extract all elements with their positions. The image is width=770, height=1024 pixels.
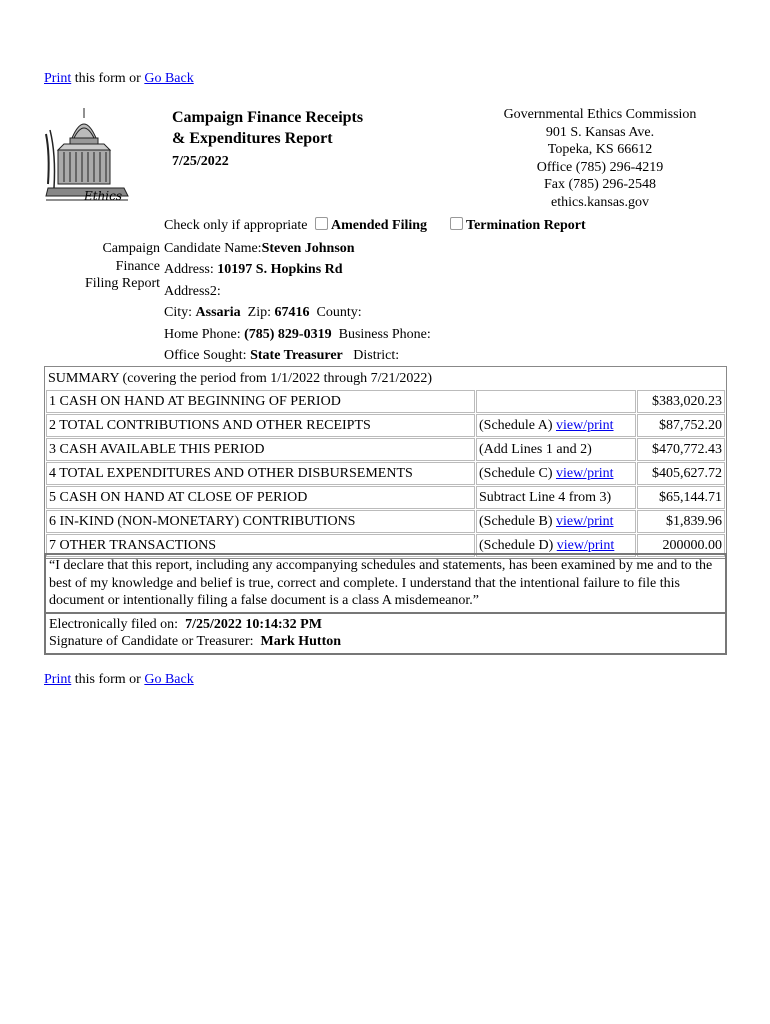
row-number: 2 bbox=[49, 417, 56, 433]
zip-value: 67416 bbox=[274, 305, 310, 321]
office-row bbox=[164, 345, 431, 366]
commission-street: 901 S. Kansas Ave. bbox=[545, 124, 655, 140]
row-amount: $405,627.72 bbox=[637, 462, 725, 485]
row-label: CASH ON HAND AT CLOSE OF PERIOD bbox=[59, 489, 308, 505]
office-label: Office Sought: bbox=[164, 348, 251, 364]
candidate-name-label: Candidate Name: bbox=[164, 241, 262, 256]
candidate-name-row bbox=[164, 238, 431, 259]
filing-info bbox=[46, 612, 725, 653]
filing-type-row bbox=[164, 217, 586, 234]
declaration-text: “I declare that this report, including any accompanying schedules and statements, has been examined by me and to the best of my knowledge and belief is true, correct and complete. I understand that the intentional failure to file this document or intentionally filing a false document is a class A misdemeanor.” bbox=[49, 558, 713, 608]
county-label: County: bbox=[316, 305, 362, 321]
city-value: Assaria bbox=[195, 305, 241, 321]
side-label-line-2: Finance bbox=[115, 258, 160, 274]
declaration-box bbox=[44, 553, 727, 655]
address-value: 10197 S. Hopkins Rd bbox=[217, 262, 343, 278]
title-line-2: & Expenditures Report bbox=[172, 130, 333, 147]
row-number: 1 bbox=[49, 393, 56, 409]
row-number: 4 bbox=[49, 465, 56, 481]
row-amount: $383,020.23 bbox=[637, 390, 725, 413]
filed-label: Electronically filed on: bbox=[49, 616, 186, 632]
row-label: TOTAL EXPENDITURES AND OTHER DISBURSEMENTS bbox=[59, 465, 413, 481]
row-label: OTHER TRANSACTIONS bbox=[59, 537, 216, 553]
row-schedule bbox=[476, 414, 636, 437]
row-number: 5 bbox=[49, 489, 56, 505]
view-print-link[interactable]: view/print bbox=[555, 513, 614, 529]
summary-row bbox=[46, 462, 725, 485]
summary-row bbox=[46, 486, 725, 509]
row-schedule bbox=[476, 462, 636, 485]
row-schedule bbox=[476, 390, 636, 413]
commission-city: Topeka, KS 66612 bbox=[547, 142, 653, 157]
row-label: CASH ON HAND AT BEGINNING OF PERIOD bbox=[59, 393, 341, 409]
commission-office-phone: Office (785) 296-4219 bbox=[536, 159, 664, 175]
row-amount: 200000.00 bbox=[637, 534, 725, 557]
view-print-link[interactable]: view/print bbox=[555, 465, 614, 481]
row-note: (Add Lines 1 and 2) bbox=[479, 441, 592, 457]
row-amount: $65,144.71 bbox=[637, 486, 725, 509]
go-back-link-bottom[interactable]: Go Back bbox=[144, 672, 194, 687]
address-row bbox=[164, 259, 431, 280]
row-number: 7 bbox=[49, 537, 56, 553]
address-label: Address: bbox=[164, 262, 218, 278]
amended-filing-checkbox[interactable] bbox=[315, 217, 328, 230]
row-note: (Schedule D) bbox=[479, 537, 557, 553]
print-link-bottom[interactable]: Print bbox=[44, 672, 72, 687]
check-prompt: Check only if appropriate bbox=[164, 218, 308, 233]
signature-label: Signature of Candidate or Treasurer: bbox=[49, 634, 261, 649]
city-label: City: bbox=[164, 305, 196, 321]
row-label: TOTAL CONTRIBUTIONS AND OTHER RECEIPTS bbox=[59, 417, 371, 433]
termination-report-label: Termination Report bbox=[466, 218, 586, 233]
filed-value: 7/25/2022 10:14:32 PM bbox=[185, 616, 322, 632]
report-date: 7/25/2022 bbox=[172, 154, 229, 169]
side-label-line-1: Campaign bbox=[102, 241, 160, 256]
amended-filing-label: Amended Filing bbox=[330, 218, 428, 233]
print-link[interactable]: Print bbox=[44, 71, 72, 86]
home-phone-label: Home Phone: bbox=[164, 326, 245, 342]
row-label: IN-KIND (NON-MONETARY) CONTRIBUTIONS bbox=[59, 513, 356, 529]
row-note: Subtract Line 4 from 3) bbox=[479, 489, 612, 505]
logo-text: Ethics bbox=[84, 189, 123, 203]
row-schedule bbox=[476, 438, 636, 461]
zip-label: Zip: bbox=[247, 305, 275, 321]
candidate-info bbox=[164, 238, 431, 366]
nav-text: this form or bbox=[71, 71, 145, 86]
report-title bbox=[172, 107, 363, 172]
address2-label: Address2: bbox=[164, 283, 221, 299]
view-print-link[interactable]: view/print bbox=[556, 537, 615, 553]
city-row bbox=[164, 302, 431, 323]
row-amount: $87,752.20 bbox=[637, 414, 725, 437]
row-number: 6 bbox=[49, 513, 56, 529]
summary-header-row bbox=[46, 368, 725, 389]
summary-row bbox=[46, 438, 725, 461]
row-note: (Schedule A) bbox=[479, 417, 556, 433]
home-phone-value: (785) 829-0319 bbox=[244, 326, 332, 342]
office-value: State Treasurer bbox=[250, 348, 343, 364]
commission-fax: Fax (785) 296-2548 bbox=[544, 177, 656, 192]
row-note: (Schedule B) bbox=[479, 513, 556, 529]
filing-side-label bbox=[85, 240, 160, 293]
commission-address bbox=[470, 106, 730, 211]
candidate-name: Steven Johnson bbox=[261, 241, 355, 256]
nav-text-bottom: this form or bbox=[71, 672, 145, 687]
capitol-ethics-logo bbox=[44, 104, 130, 204]
address2-row bbox=[164, 281, 431, 302]
row-label: CASH AVAILABLE THIS PERIOD bbox=[59, 441, 265, 457]
phone-row bbox=[164, 324, 431, 345]
row-number: 3 bbox=[49, 441, 56, 457]
bottom-nav bbox=[44, 672, 194, 688]
title-line-1: Campaign Finance Receipts bbox=[172, 109, 364, 126]
district-label: District: bbox=[353, 348, 400, 364]
commission-name: Governmental Ethics Commission bbox=[503, 107, 697, 122]
business-phone-label: Business Phone: bbox=[338, 326, 431, 342]
termination-report-checkbox[interactable] bbox=[450, 217, 463, 230]
top-nav bbox=[44, 71, 194, 87]
row-amount: $1,839.96 bbox=[637, 510, 725, 533]
go-back-link[interactable]: Go Back bbox=[144, 71, 194, 86]
summary-row bbox=[46, 414, 725, 437]
row-note: (Schedule C) bbox=[479, 465, 556, 481]
summary-table bbox=[44, 366, 727, 559]
row-schedule bbox=[476, 486, 636, 509]
summary-row bbox=[46, 390, 725, 413]
summary-header: SUMMARY (covering the period from 1/1/2022 through 7/21/2022) bbox=[48, 370, 433, 386]
signature-value: Mark Hutton bbox=[260, 634, 342, 649]
row-schedule bbox=[476, 510, 636, 533]
row-amount: $470,772.43 bbox=[637, 438, 725, 461]
side-label-line-3: Filing Report bbox=[84, 276, 160, 291]
summary-row bbox=[46, 510, 725, 533]
view-print-link[interactable]: view/print bbox=[555, 417, 614, 433]
commission-website: ethics.kansas.gov bbox=[551, 194, 649, 210]
